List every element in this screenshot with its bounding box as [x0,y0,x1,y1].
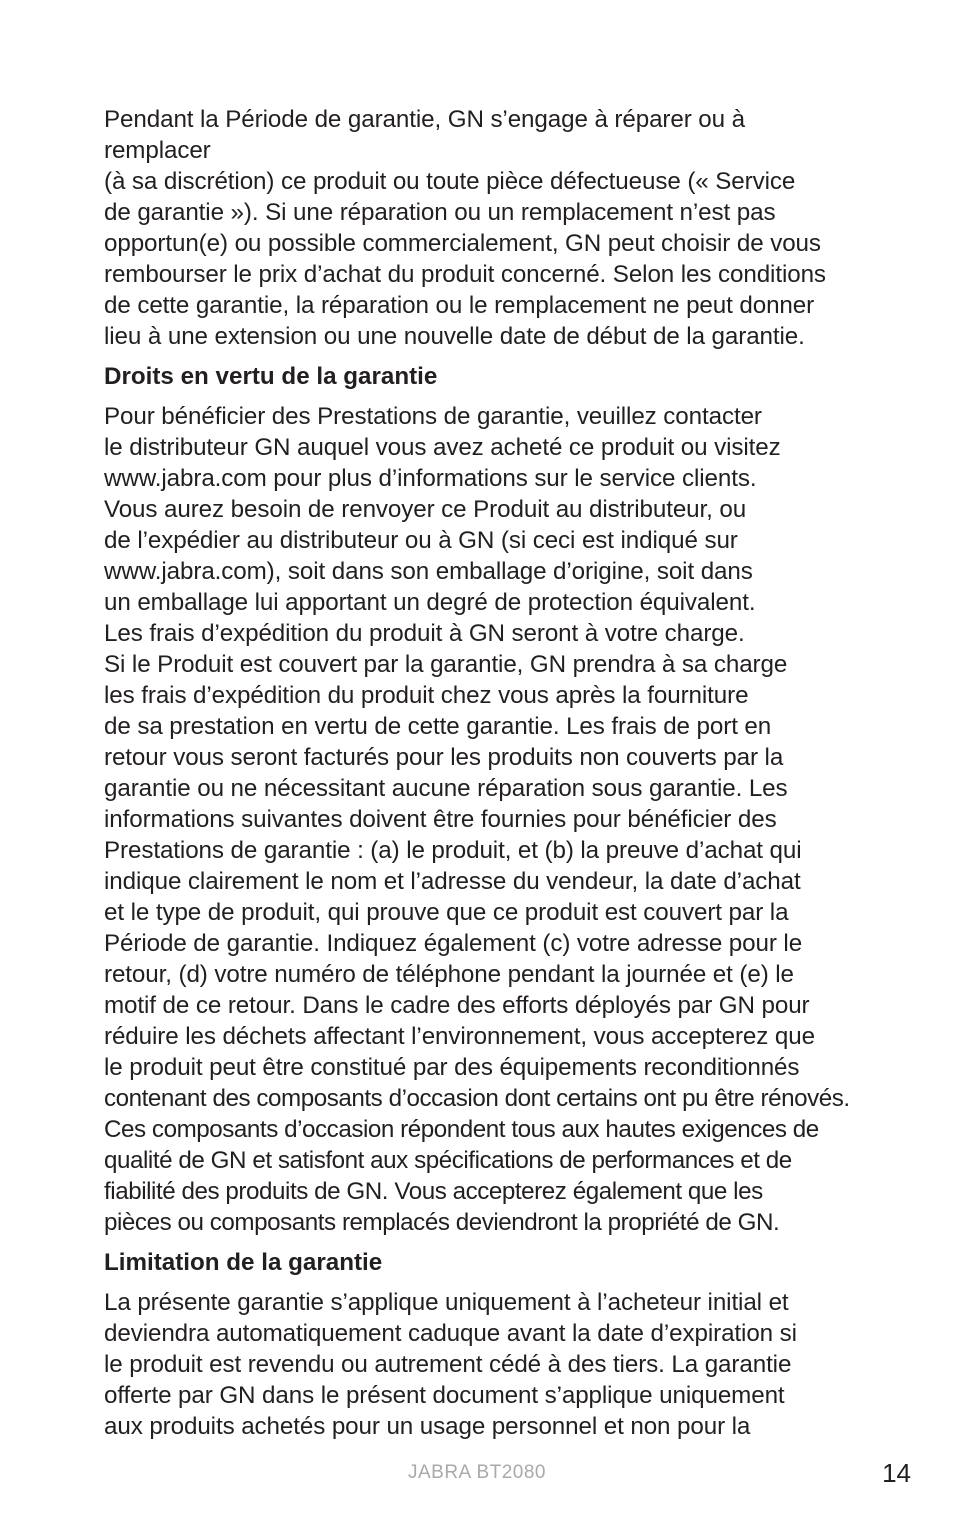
footer-product-name: JABRA BT2080 [407,1462,547,1483]
limitation-paragraph: La présente garantie s’applique uniquement à l’acheteur initial et deviendra automatiquement caduque avant la date d’expiration si le produit est revendu ou autrement cédé à des tiers. La garantie offerte par GN dans le présent document s’applique uniquement aux produits achetés pour un usage personnel et non pour la [104,1289,797,1440]
document-body [104,104,854,1442]
section-heading-limitation: Limitation de la garantie [104,1249,383,1276]
section-heading-rights: Droits en vertu de la garantie [104,363,438,390]
page-number: 14 [882,1458,911,1488]
rights-paragraph: Pour bénéficier des Prestations de garantie, veuillez contacter le distributeur GN auquel vous avez acheté ce produit ou visitez www.jabra.com pour plus d’informations sur le service clients. Vous aurez besoin de renvoyer ce Produit au distributeur, ou de l’expédier au distributeur ou à GN (si ceci est indiqué sur www.jabra.com), soit dans son emballage d’origine, soit dans un emballage lui apportant un degré de protection équivalent. Les frais d’expédition du produit à GN seront à votre charge. Si le Produit est couvert par la garantie, GN prendra à sa charge les frais d’expédition du produit chez vous après la fourniture de sa prestation en vertu de cette garantie. Les frais de port en retour vous seront facturés pour les produits non couverts par la garantie ou ne nécessitant aucune réparation sous garantie. Les informations suivantes doivent être fournies pour bénéficier des Prestations de garantie : (a) le produit, et (b) la preuve d’achat qui indique clairement le nom et l’adresse du vendeur, la date d’achat et le type de produit, qui prouve que ce produit est couvert par la Période de garantie. Indiquez également (c) votre adresse pour le retour, (d) votre numéro de téléphone pendant la journée et (e) le motif de ce retour. Dans le cadre des efforts déployés par GN pour réduire les déchets affectant l’environnement, vous accepterez que le produit peut être constitué par des équipements reconditionnés [104,403,815,1081]
intro-paragraph: Pendant la Période de garantie, GN s’engage à réparer ou à remplacer (à sa discrétion) ce produit ou toute pièce défectueuse (« Service de garantie »). Si une réparation ou un remplacement n’est pas opportun(e) ou possible commercialement, GN peut choisir de vous rembourser le prix d’achat du produit concerné. Selon les conditions de cette garantie, la réparation ou le remplacement ne peut donner lieu à une extension ou une nouvelle date de début de la garantie. [104,106,826,350]
rights-paragraph-continued: contenant des composants d’occasion dont certains ont pu être rénovés. Ces composants d’occasion répondent tous aux hautes exigences de qualité de GN et satisfont aux spécifications de performances et de fiabilité des produits de GN. Vous accepterez également que les pièces ou composants remplacés deviendront la propriété de GN. [104,1085,850,1236]
